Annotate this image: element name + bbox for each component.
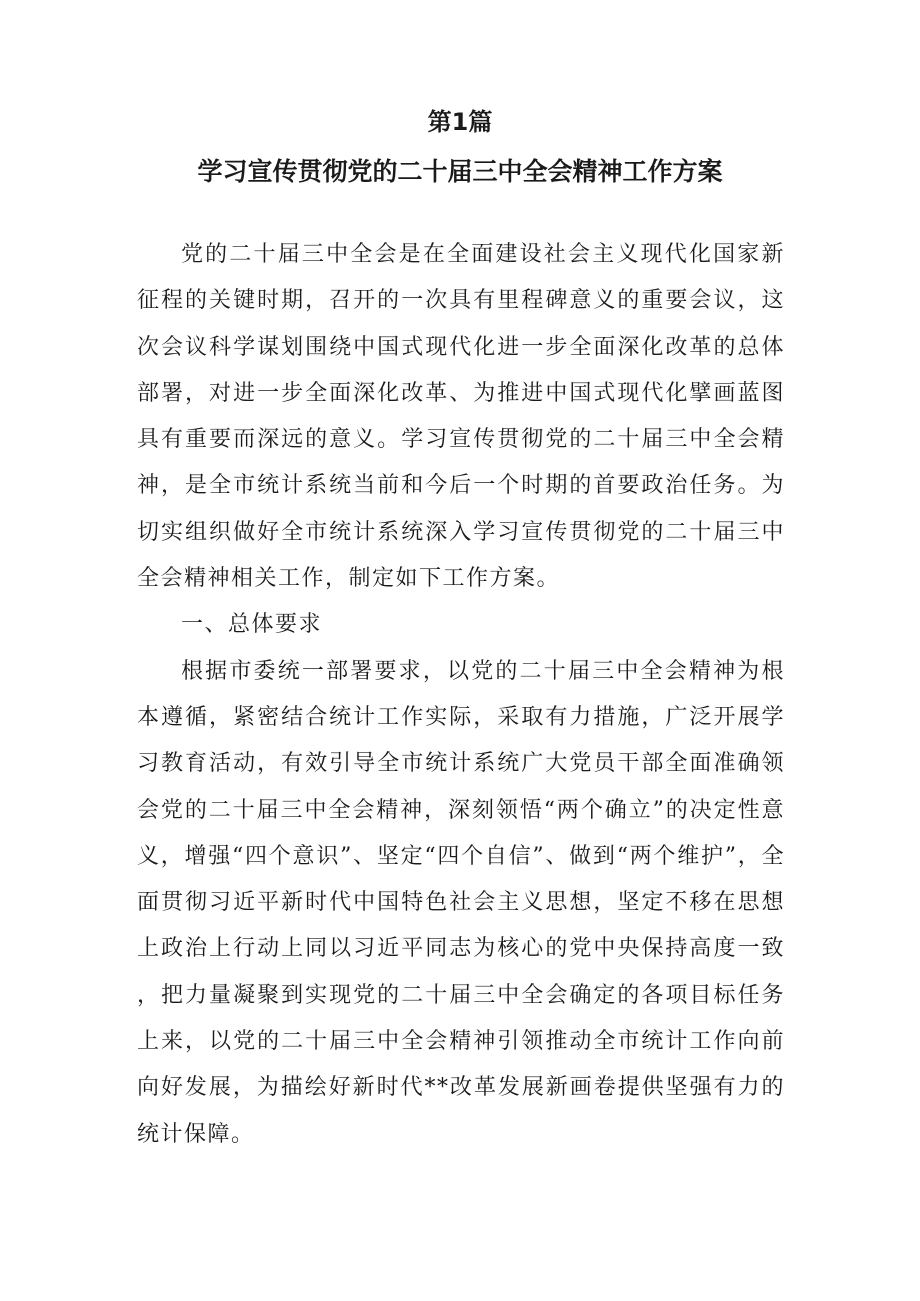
document-body (137, 232, 785, 1158)
requirements-paragraph: 根据市委统一部署要求，以党的二十届三中全会精神为根本遵循，紧密结合统计工作实际，采取有力措施，广泛开展学习教育活动，有效引导全市统计系统广大党员干部全面准确领会党的二十届三中全会精神，深刻领悟“两个确立”的决定性意义，增强“四个意识”、坚定“四个自信”、做到“两个维护”，全面贯彻习近平新时代中国特色社会主义思想，坚定不移在思想上政治上行动上同以习近平同志为核心的党中央保持高度一致，把力量凝聚到实现党的二十届三中全会确定的各项目标任务上来，以党的二十届三中全会精神引领推动全市统计工作向前向好发展，为描绘好新时代**改革发展新画卷提供坚强有力的统计保障。 (137, 658, 785, 1147)
section-heading-overall-requirements: 一、总体要求 (181, 612, 323, 638)
document-title: 学习宣传贯彻党的二十届三中全会精神工作方案 (197, 157, 723, 186)
intro-paragraph: 党的二十届三中全会是在全面建设社会主义现代化国家新征程的关键时期，召开的一次具有里程碑意义的重要会议，这次会议科学谋划围绕中国式现代化进一步全面深化改革的总体部署，对进一步全面深化改革、为推进中国式现代化擘画蓝图具有重要而深远的意义。学习宣传贯彻党的二十届三中全会精神，是全市统计系统当前和今后一个时期的首要政治任务。为切实组织做好全市统计系统深入学习宣传贯彻党的二十届三中全会精神相关工作，制定如下工作方案。 (137, 242, 785, 592)
chapter-heading: 第1篇 (427, 108, 493, 136)
